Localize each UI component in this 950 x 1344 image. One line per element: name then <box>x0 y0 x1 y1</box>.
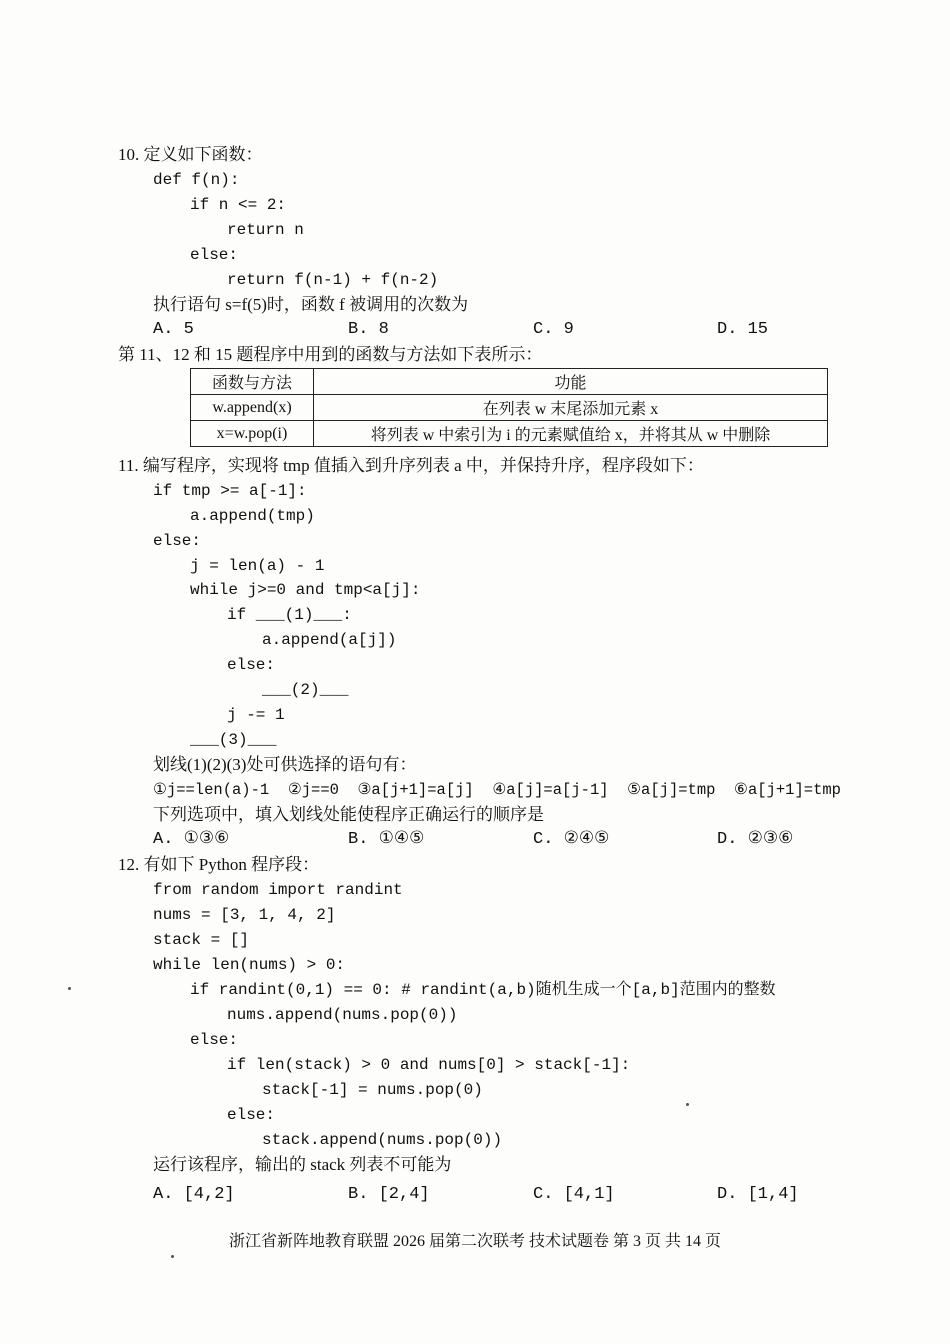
q11-code-line: else: <box>153 532 202 550</box>
table-cell: x=w.pop(i) <box>191 421 314 447</box>
reference-table <box>190 368 828 447</box>
q11-option-c: C. ②④⑤ <box>533 830 610 849</box>
q12-option-d: D. [1,4] <box>717 1185 799 1204</box>
scan-speck <box>171 1255 174 1258</box>
q10-code-line: if n <= 2: <box>190 196 287 214</box>
q12-code-line: stack.append(nums.pop(0)) <box>262 1131 503 1149</box>
q12-code-line: from random import randint <box>153 881 403 899</box>
q11-code-line: j = len(a) - 1 <box>190 557 325 575</box>
q11-option-a: A. ①③⑥ <box>153 830 230 849</box>
q12-stem: 运行该程序，输出的 stack 列表不可能为 <box>153 1155 452 1174</box>
q12-code-line: nums = [3, 1, 4, 2] <box>153 906 336 924</box>
q10-stem: 执行语句 s=f(5)时，函数 f 被调用的次数为 <box>153 295 469 314</box>
table-row <box>191 395 828 421</box>
scan-speck <box>68 987 71 990</box>
q11-choices-intro: 划线(1)(2)(3)处可供选择的语句有： <box>153 755 417 774</box>
q12-code-line: else: <box>227 1106 276 1124</box>
table-row <box>191 421 828 447</box>
page-footer: 浙江省新阵地教育联盟 2026 届第二次联考 技术试题卷 第 3 页 共 14 页 <box>228 1233 721 1250</box>
q12-code-line: else: <box>190 1031 239 1049</box>
q12-option-c: C. [4,1] <box>533 1185 615 1204</box>
q11-code-line: if tmp >= a[-1]: <box>153 482 307 500</box>
q10-code-line: return n <box>227 221 304 239</box>
q11-code-line: else: <box>227 656 276 674</box>
q12-code-line: stack = [] <box>153 931 250 949</box>
q11-code-line: if ___(1)___: <box>227 606 352 624</box>
q12-code-line: nums.append(nums.pop(0)) <box>227 1006 458 1024</box>
q11-option-b: B. ①④⑤ <box>348 830 425 849</box>
q10-option-c: C. 9 <box>533 320 574 339</box>
table-header-cell: 函数与方法 <box>191 369 314 395</box>
q11-code-line: ___(3)___ <box>190 731 277 749</box>
q10-option-b: B. 8 <box>348 320 389 339</box>
q12-option-b: B. [2,4] <box>348 1185 430 1204</box>
q12-code-line: if len(stack) > 0 and nums[0] > stack[-1]: <box>227 1056 631 1074</box>
q12-code-line: while len(nums) > 0: <box>153 956 346 974</box>
table-cell: 将列表 w 中索引为 i 的元素赋值给 x，并将其从 w 中删除 <box>314 421 828 447</box>
q10-code-line: def f(n): <box>153 171 240 189</box>
q11-option-d: D. ②③⑥ <box>717 830 794 849</box>
q10-option-d: D. 15 <box>717 320 769 339</box>
q10-option-a: A. 5 <box>153 320 194 339</box>
table-header-cell: 功能 <box>314 369 828 395</box>
q10-title: 10. 定义如下函数： <box>118 145 263 164</box>
q11-code-line: j -= 1 <box>227 706 285 724</box>
q11-title: 11. 编写程序，实现将 tmp 值插入到升序列表 a 中，并保持升序，程序段如下： <box>118 456 704 475</box>
q10-code-line: else: <box>190 246 239 264</box>
table-cell: 在列表 w 末尾添加元素 x <box>314 395 828 421</box>
q12-code-line: if randint(0,1) == 0: # randint(a,b)随机生成一个[a,b]范围内的整数 <box>190 981 776 999</box>
table-intro: 第 11、12 和 15 题程序中用到的函数与方法如下表所示： <box>118 345 543 364</box>
q11-code-line: a.append(tmp) <box>190 507 315 525</box>
q12-title: 12. 有如下 Python 程序段： <box>118 855 320 874</box>
q12-option-a: A. [4,2] <box>153 1185 235 1204</box>
q11-code-line: a.append(a[j]) <box>262 631 397 649</box>
q10-code-line: return f(n-1) + f(n-2) <box>227 271 439 289</box>
q11-choices: ①j==len(a)-1 ②j==0 ③a[j+1]=a[j] ④a[j]=a[j-1] ⑤a[j]=tmp ⑥a[j+1]=tmp <box>153 781 841 799</box>
q11-stem: 下列选项中，填入划线处能使程序正确运行的顺序是 <box>153 805 544 824</box>
q11-code-line: ___(2)___ <box>262 681 349 699</box>
q11-code-line: while j>=0 and tmp<a[j]: <box>190 581 421 599</box>
scan-speck <box>686 1103 689 1106</box>
table-cell: w.append(x) <box>191 395 314 421</box>
table-header-row <box>191 369 828 395</box>
q12-code-line: stack[-1] = nums.pop(0) <box>262 1081 483 1099</box>
